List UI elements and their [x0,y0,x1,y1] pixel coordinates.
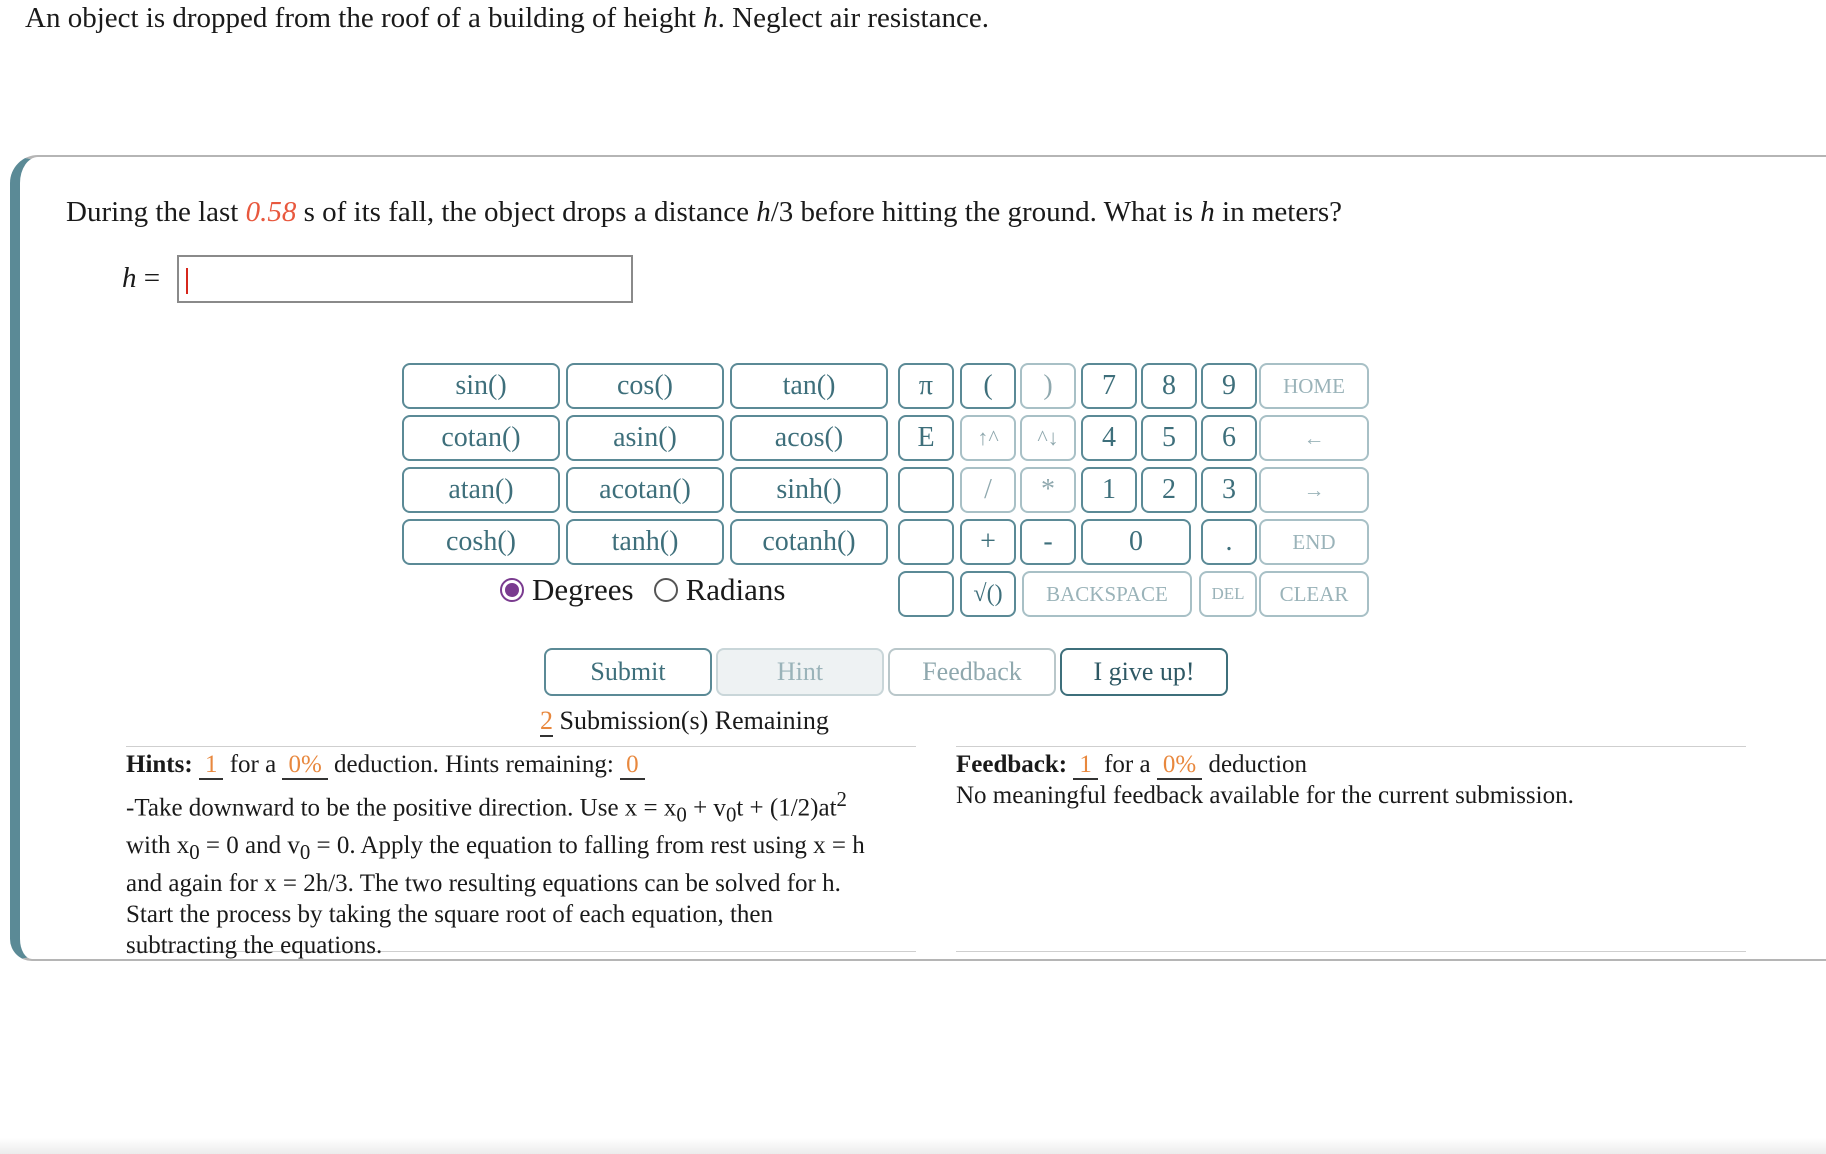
key-cosh[interactable]: cosh() [402,519,560,565]
key-clear[interactable]: CLEAR [1259,571,1369,617]
answer-label: h = [122,262,161,294]
key-tanh[interactable]: tanh() [566,519,724,565]
hints-count: 1 [199,751,224,780]
question-value: 0.58 [245,196,297,228]
key-dot[interactable]: . [1201,519,1257,565]
key-blank-1[interactable] [898,467,954,513]
radians-label: Radians [685,572,786,607]
key-blank-2[interactable] [898,519,954,565]
key-e[interactable]: E [898,415,954,461]
key-home[interactable]: HOME [1259,363,1369,409]
submission-count: 2 [540,706,553,735]
key-blank-3[interactable] [898,571,954,617]
submit-button[interactable]: Submit [544,648,712,696]
key-sinh[interactable]: sinh() [730,467,888,513]
key-multiply[interactable]: * [1020,467,1076,513]
key-tan[interactable]: tan() [730,363,888,409]
feedback-panel [956,746,1746,952]
bottom-shadow [0,1138,1826,1154]
answer-input[interactable] [177,255,633,303]
hints-remaining: 0 [620,751,645,780]
key-cotanh[interactable]: cotanh() [730,519,888,565]
key-divide[interactable]: / [960,467,1016,513]
key-end[interactable]: END [1259,519,1369,565]
key-minus[interactable]: - [1020,519,1076,565]
feedback-deduction: 0% [1157,751,1202,780]
key-atan[interactable]: atan() [402,467,560,513]
hints-header: Hints: 1 for a 0% deduction. Hints remaining: 0 [126,749,916,780]
give-up-button[interactable]: I give up! [1060,648,1228,696]
key-open-paren[interactable]: ( [960,363,1016,409]
key-del[interactable]: DEL [1199,571,1257,617]
key-2[interactable]: 2 [1141,467,1197,513]
key-pi[interactable]: π [898,363,954,409]
key-3[interactable]: 3 [1201,467,1257,513]
key-right-arrow[interactable]: → [1259,467,1369,513]
feedback-header: Feedback: 1 for a 0% deduction [956,751,1308,778]
key-left-arrow[interactable]: ← [1259,415,1369,461]
key-up-caret[interactable]: ↑^ [960,415,1016,461]
key-1[interactable]: 1 [1081,467,1137,513]
key-acos[interactable]: acos() [730,415,888,461]
angle-mode [500,572,785,608]
key-down-caret[interactable]: ^↓ [1020,415,1076,461]
submissions-remaining: 2 Submission(s) Remaining [540,706,829,735]
key-acotan[interactable]: acotan() [566,467,724,513]
hints-panel [126,746,916,960]
key-6[interactable]: 6 [1201,415,1257,461]
degrees-label: Degrees [532,572,634,607]
feedback-message: No meaningful feedback available for the current submission. [956,782,1574,809]
feedback-button[interactable]: Feedback [888,648,1056,696]
hints-deduction: 0% [282,751,327,780]
key-0[interactable]: 0 [1081,519,1191,565]
key-8[interactable]: 8 [1141,363,1197,409]
hint-text: -Take downward to be the positive direction. Use $x = x_0 + v_0t + (1/2)at^2$ with $x_0 = 0$ and $v_0 = 0$. Apply the equation to falling from rest using x = h and again for x = 2h/3. The two resulting equations can be solved for h. Start the process by taking the square root of each equation, then subtracting the equations. [126,787,865,960]
key-cotan[interactable]: cotan() [402,415,560,461]
key-9[interactable]: 9 [1201,363,1257,409]
radians-radio[interactable] [654,578,678,602]
key-4[interactable]: 4 [1081,415,1137,461]
problem-intro: An object is dropped from the roof of a building of height h. Neglect air resistance. [25,2,989,34]
key-close-paren[interactable]: ) [1020,363,1076,409]
key-sqrt[interactable]: √() [960,571,1016,617]
key-7[interactable]: 7 [1081,363,1137,409]
key-sin[interactable]: sin() [402,363,560,409]
key-plus[interactable]: + [960,519,1016,565]
degrees-radio[interactable] [500,578,524,602]
question-text: During the last 0.58 s of its fall, the object drops a distance h/3 before hitting the ground. What is h in meters? [66,196,1343,228]
key-asin[interactable]: asin() [566,415,724,461]
hint-button[interactable]: Hint [716,648,884,696]
text-caret [186,268,188,294]
key-backspace[interactable]: BACKSPACE [1022,571,1192,617]
feedback-count: 1 [1073,751,1098,780]
key-5[interactable]: 5 [1141,415,1197,461]
key-cos[interactable]: cos() [566,363,724,409]
